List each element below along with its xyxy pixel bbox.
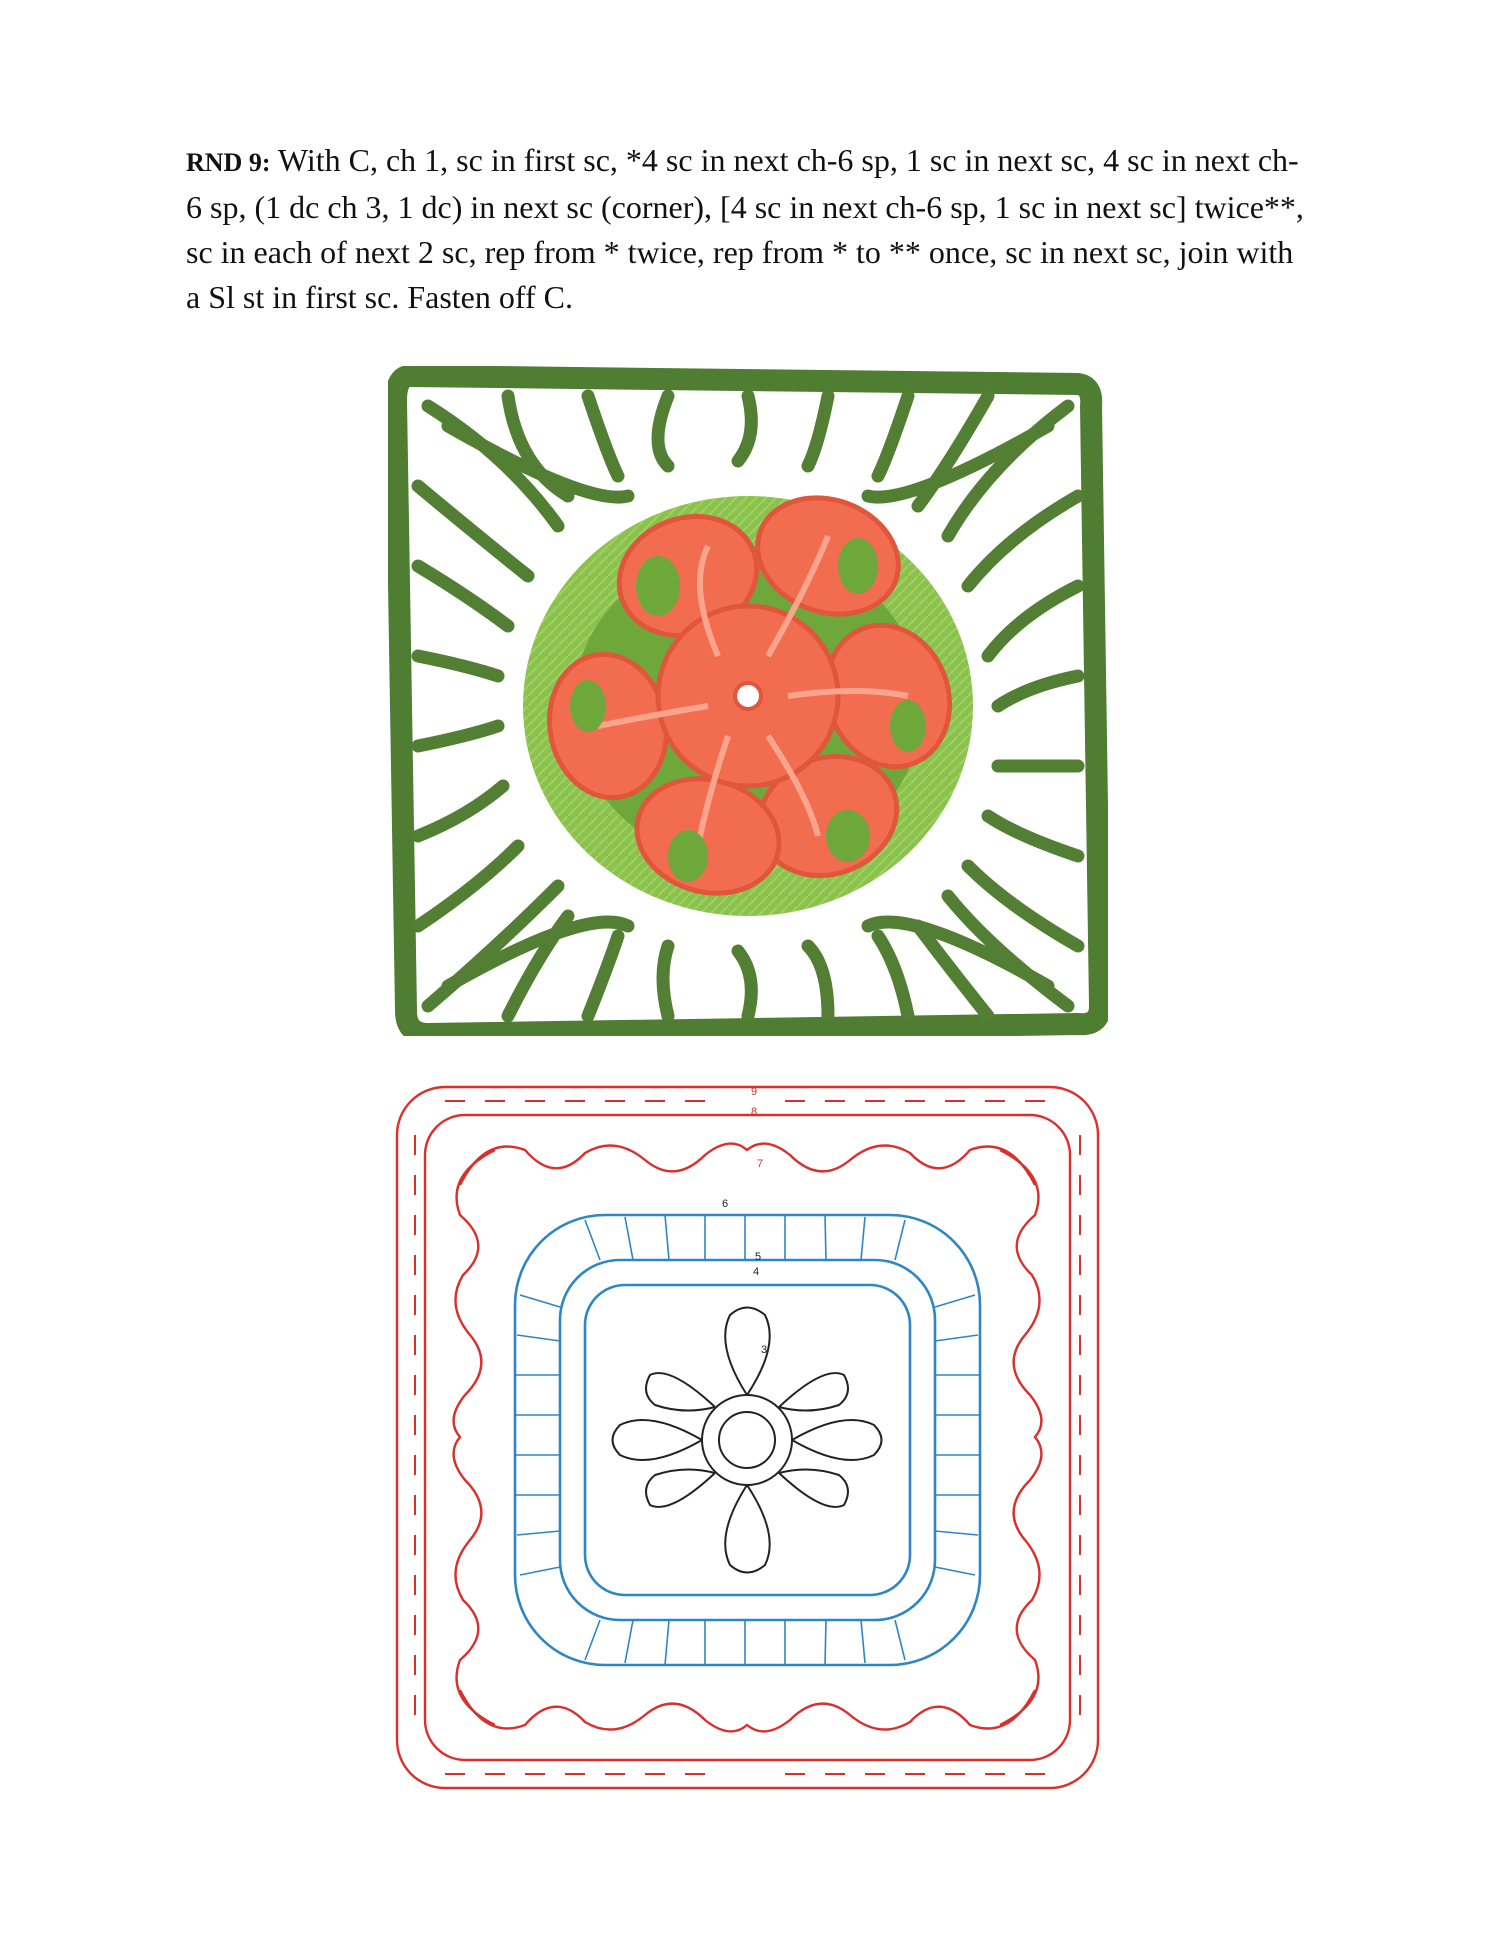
crochet-square-photo xyxy=(388,366,1108,1036)
round-label: RND 9: xyxy=(186,148,271,177)
round-number-labels xyxy=(751,1086,763,1170)
round-instructions-text: With C, ch 1, sc in first sc, *4 sc in next ch-6 sp, 1 sc in next sc, 4 sc in next ch-6 sp, (1 dc ch 3, 1 dc) in next sc (corner), [4 sc in next ch-6 sp, 1 sc in next sc] twice**, sc in each of next 2 sc, rep from * twice, rep from * to ** once, sc in next sc, join with a Sl st in first sc. Fasten off C. xyxy=(186,142,1304,315)
blue-rounds xyxy=(515,1215,980,1665)
round-8-label: 8 xyxy=(751,1106,758,1118)
flower-center xyxy=(735,683,761,709)
round-4-label: 4 xyxy=(753,1266,760,1278)
red-rounds xyxy=(397,1087,1098,1788)
pattern-instructions xyxy=(186,138,1306,320)
round-6-label: 6 xyxy=(722,1198,729,1210)
round-5-label: 5 xyxy=(755,1251,762,1263)
crochet-symbol-chart xyxy=(385,1075,1110,1800)
round-7-label: 7 xyxy=(757,1158,764,1170)
round-9-label: 9 xyxy=(751,1086,758,1098)
round-3-label: 3 xyxy=(761,1344,768,1356)
flower-chart xyxy=(613,1308,882,1573)
